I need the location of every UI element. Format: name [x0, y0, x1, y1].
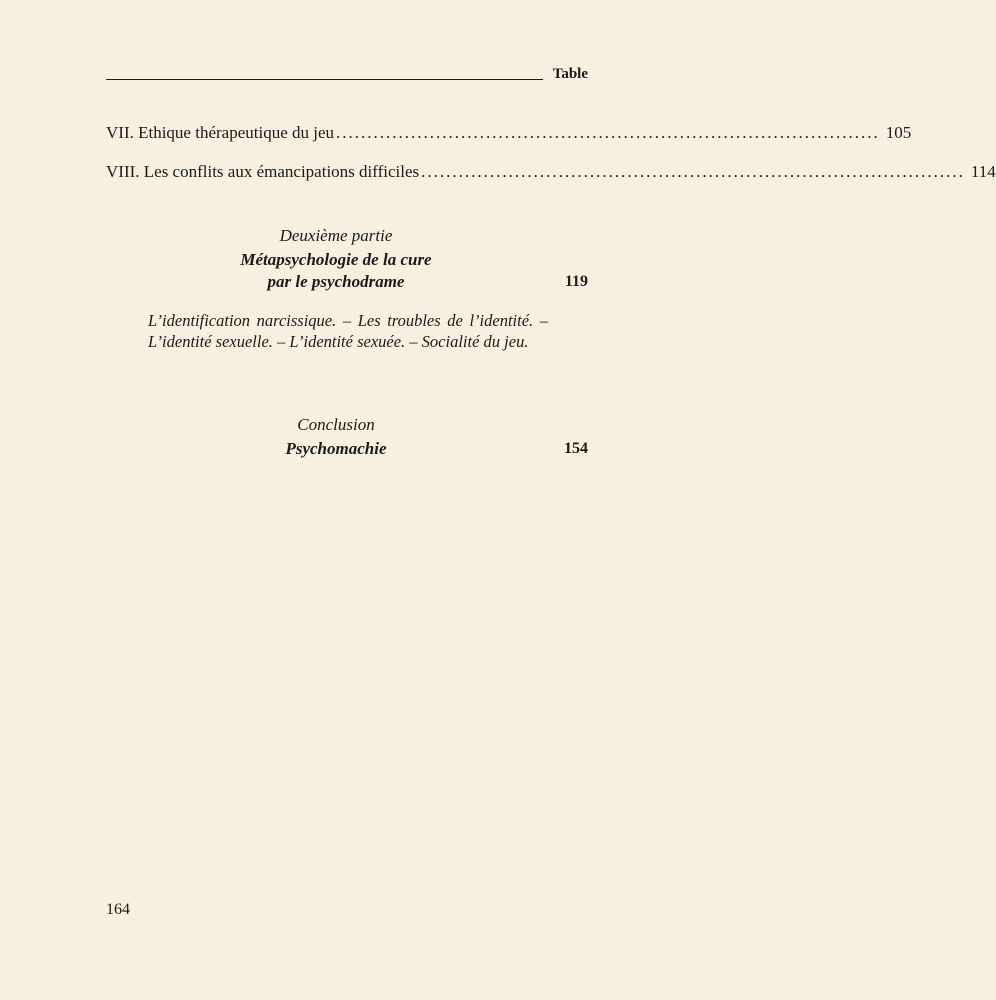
part-two-summary: L’identification narcissique. – Les troubles de l’identité. – L’identité sexuelle. – L’identité sexuée. – Socialité du jeu. [148, 311, 548, 351]
part-two-page: 119 [564, 273, 588, 290]
toc-entry-chapter-8 [106, 161, 996, 183]
toc-entry-label: VIII. Les conflits aux émancipations difficiles [106, 162, 420, 181]
header-label: Table [552, 66, 588, 82]
conclusion-page: 154 [564, 440, 588, 457]
part-two-title-line1: Métapsychologie de la cure [240, 250, 432, 269]
conclusion-title: Psychomachie [285, 439, 387, 458]
dot-leader: ....................................................................................... [421, 162, 965, 181]
header-rule [106, 79, 543, 80]
toc-entry-page: 114 [970, 162, 996, 181]
toc-entry-chapter-7 [106, 122, 912, 144]
dot-leader: ....................................................................................... [336, 123, 880, 142]
toc-entry-page: 105 [885, 123, 912, 142]
part-two-title-line2: par le psychodrame [267, 272, 405, 291]
page-number: 164 [106, 901, 130, 918]
toc-entry-label: VII. Ethique thérapeutique du jeu [106, 123, 335, 142]
running-header [106, 64, 588, 84]
part-two-label: Deuxième partie [279, 226, 393, 245]
conclusion-label: Conclusion [297, 415, 375, 434]
